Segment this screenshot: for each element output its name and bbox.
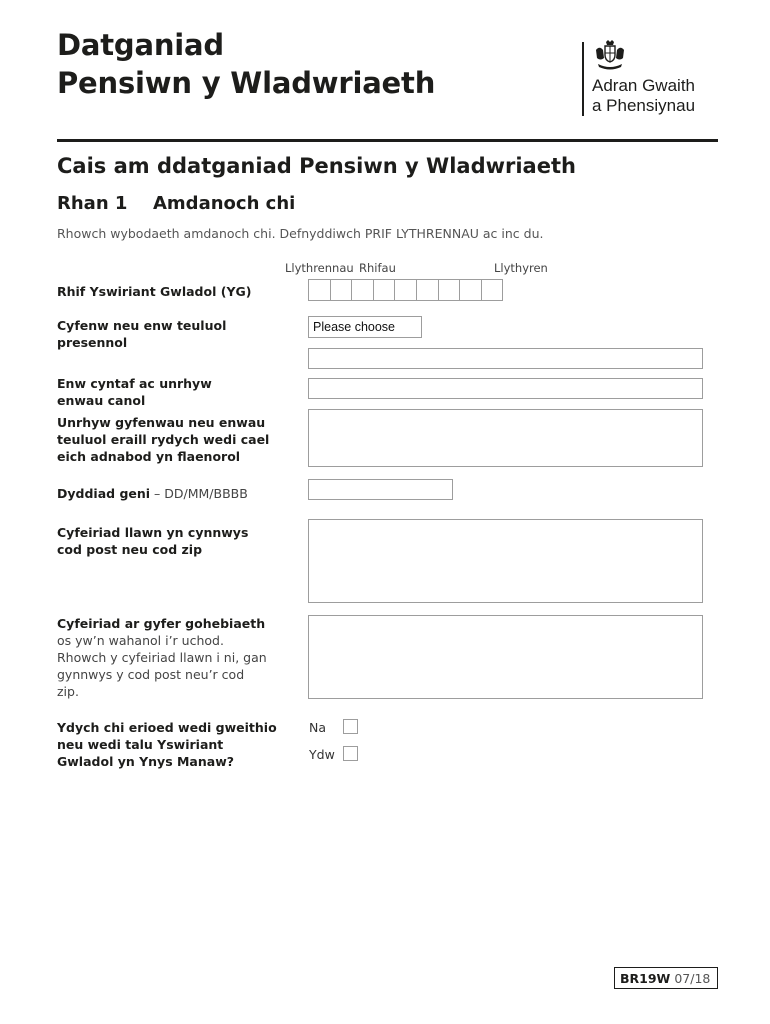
iom-yes-checkbox[interactable]	[343, 746, 358, 761]
address-label	[57, 524, 248, 558]
corr-address-input[interactable]	[308, 615, 703, 699]
nino-cell[interactable]	[308, 279, 331, 301]
surname-label-line: presennol	[57, 335, 128, 350]
corr-address-label-line: Cyfeiriad ar gyfer gohebiaeth	[57, 616, 266, 631]
title-line-2: Pensiwn y Wladwriaeth	[57, 66, 436, 100]
form-code: BR19W	[620, 971, 671, 986]
part-number: Rhan 1	[57, 193, 128, 214]
first-names-input[interactable]	[308, 378, 703, 399]
dob-format-hint: – DD/MM/BBBB	[150, 486, 248, 501]
nino-cell[interactable]	[481, 279, 504, 301]
form-version: 07/18	[674, 971, 711, 986]
dwp-logo	[582, 40, 722, 120]
corr-address-hint-line: os yw’n wahanol i’r uchod.	[57, 633, 224, 648]
address-label-line: Cyfeiriad llawn yn cynnwys	[57, 525, 249, 540]
nino-cell[interactable]	[330, 279, 353, 301]
nino-letters-caption: Llythrennau	[285, 261, 354, 275]
nino-field	[308, 279, 503, 301]
iom-label-line: Ydych chi erioed wedi gweithio	[57, 720, 277, 735]
nino-cell[interactable]	[459, 279, 482, 301]
surname-label	[57, 317, 226, 351]
title-line-1: Datganiad	[57, 28, 224, 62]
first-names-label-line: enwau canol	[57, 393, 146, 408]
nino-letter-caption: Llythyren	[494, 261, 548, 275]
dob-label-text: Dyddiad geni	[57, 486, 151, 501]
address-input[interactable]	[308, 519, 703, 603]
iom-no-checkbox[interactable]	[343, 719, 358, 734]
corr-address-hint-line: Rhowch y cyfeiriad llawn i ni, gan	[57, 650, 267, 665]
page-title	[57, 26, 435, 102]
royal-coat-of-arms-icon	[592, 40, 628, 72]
iom-question-label	[57, 719, 277, 770]
corr-address-label	[57, 615, 267, 700]
nino-cell[interactable]	[373, 279, 396, 301]
nino-cell[interactable]	[416, 279, 439, 301]
address-label-line: cod post neu cod zip	[57, 542, 203, 557]
other-names-label-line: eich adnabod yn flaenorol	[57, 449, 241, 464]
corr-address-hint-line: gynnwys y cod post neu’r cod	[57, 667, 245, 682]
first-names-label	[57, 375, 212, 409]
part-title: Amdanoch chi	[153, 193, 296, 214]
first-names-label-line: Enw cyntaf ac unrhyw	[57, 376, 212, 391]
form-heading: Cais am ddatganiad Pensiwn y Wladwriaeth	[57, 154, 576, 178]
header-rule	[57, 139, 718, 142]
other-names-input[interactable]	[308, 409, 703, 467]
corr-address-hint-line: zip.	[57, 684, 79, 699]
title-select[interactable]: Please choose	[308, 316, 422, 338]
nino-cell[interactable]	[351, 279, 374, 301]
dob-input[interactable]	[308, 479, 453, 500]
surname-label-line: Cyfenw neu enw teuluol	[57, 318, 227, 333]
iom-option-no-label: Na	[309, 720, 327, 735]
nino-label: Rhif Yswiriant Gwladol (YG)	[57, 284, 252, 299]
form-reference	[614, 967, 718, 989]
iom-label-line: neu wedi talu Yswiriant	[57, 737, 224, 752]
iom-option-yes-label: Ydw	[309, 747, 335, 762]
iom-label-line: Gwladol yn Ynys Manaw?	[57, 754, 234, 769]
department-line-1: Adran Gwaith	[592, 76, 695, 95]
other-names-label-line: Unrhyw gyfenwau neu enwau	[57, 415, 266, 430]
dob-label	[57, 485, 248, 502]
surname-input[interactable]	[308, 348, 703, 369]
other-names-label	[57, 414, 269, 465]
logo-divider	[582, 42, 584, 116]
nino-cell[interactable]	[394, 279, 417, 301]
department-line-2: a Phensiynau	[592, 96, 696, 115]
nino-numbers-caption: Rhifau	[359, 261, 396, 275]
department-name	[592, 76, 695, 116]
nino-cell[interactable]	[438, 279, 461, 301]
intro-text: Rhowch wybodaeth amdanoch chi. Defnyddiwch PRIF LYTHRENNAU ac inc du.	[57, 226, 544, 241]
other-names-label-line: teuluol eraill rydych wedi cael	[57, 432, 270, 447]
